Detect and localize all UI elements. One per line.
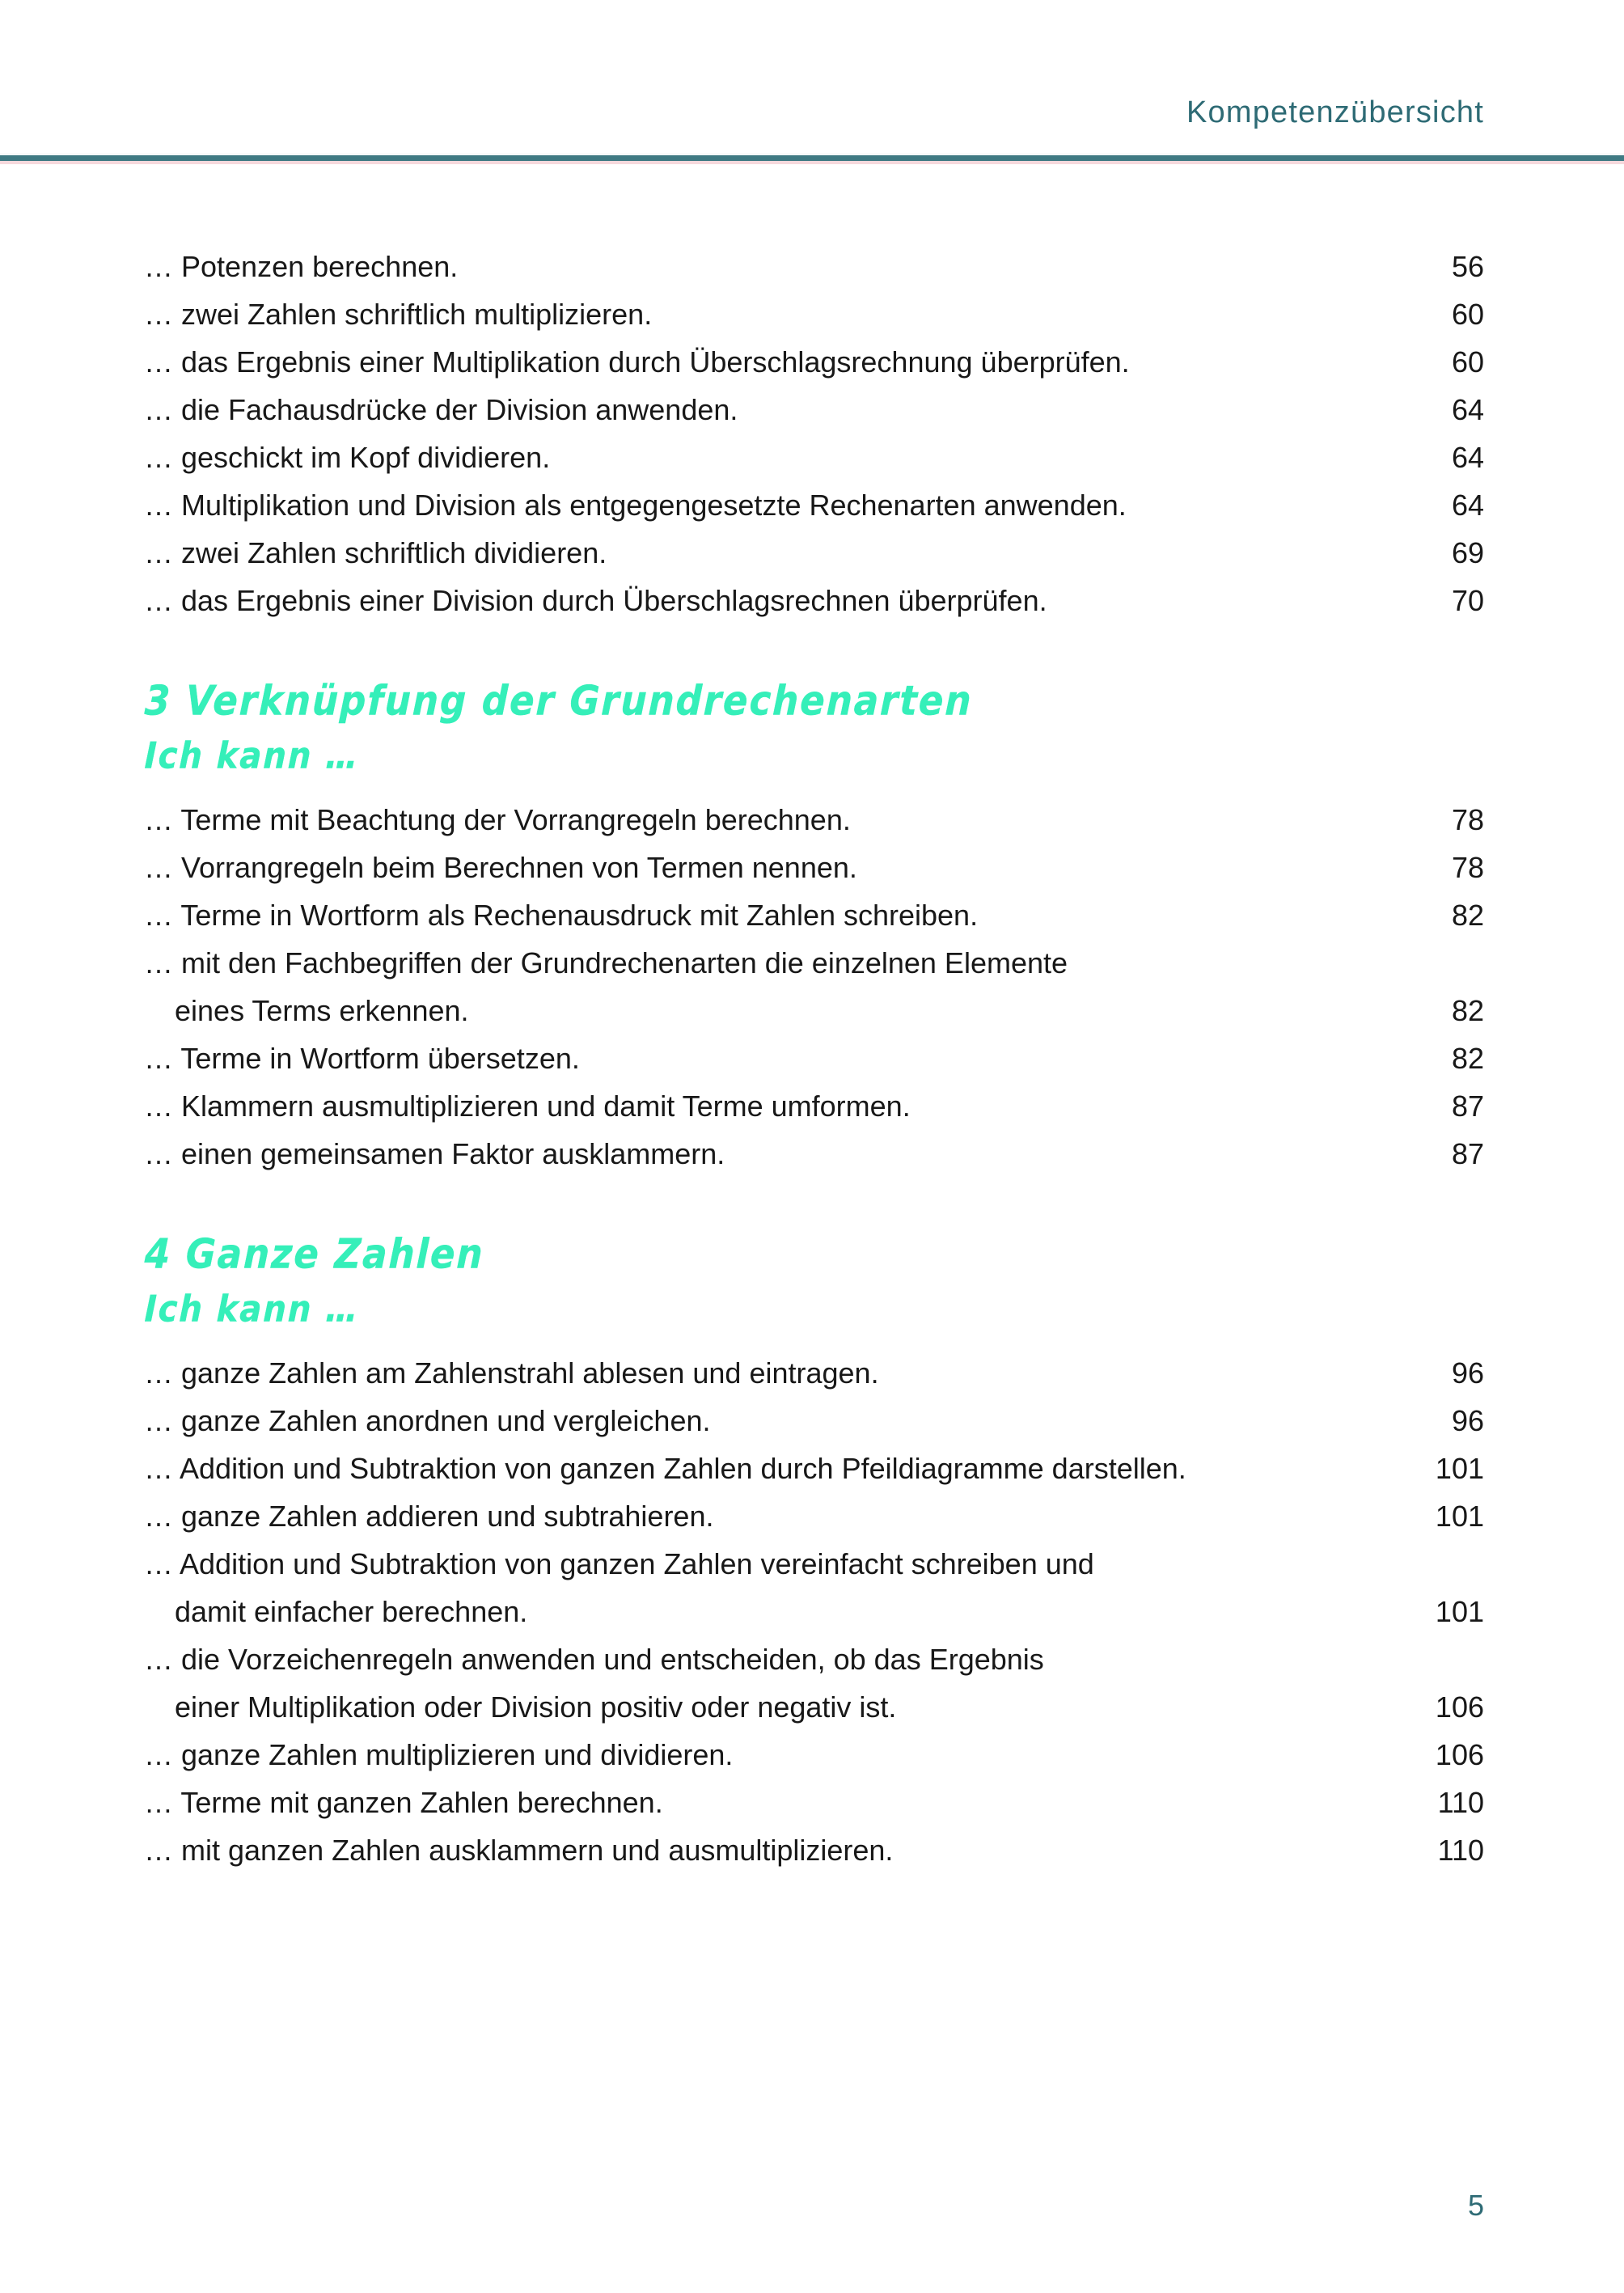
toc-entry-page: 96: [1451, 1404, 1484, 1437]
toc-entry-page: 60: [1451, 345, 1484, 379]
toc-entry[interactable]: [144, 1130, 1484, 1178]
toc-entry-text: … Klammern ausmultiplizieren und damit Terme umformen.: [144, 1089, 911, 1123]
page-number: 5: [1467, 2189, 1484, 2222]
toc-entry-text: … das Ergebnis einer Division durch Überschlagsrechnen überprüfen.: [144, 584, 1047, 617]
competence-list: [144, 1349, 1484, 1874]
toc-entry-page: 78: [1451, 803, 1484, 836]
toc-entry[interactable]: [144, 529, 1484, 577]
toc-entry[interactable]: [144, 1034, 1484, 1082]
section-title: 3 Verknüpfung der Grundrechenarten: [144, 676, 974, 725]
toc-entry[interactable]: [144, 1826, 1484, 1874]
toc-entry[interactable]: [144, 1731, 1484, 1779]
toc-entry[interactable]: [144, 290, 1484, 338]
toc-entry[interactable]: [144, 338, 1484, 386]
toc-entry[interactable]: [144, 481, 1484, 529]
toc-entry-text: … geschickt im Kopf dividieren.: [144, 441, 551, 474]
toc-entry-page: 87: [1451, 1089, 1484, 1123]
toc-entry-text: … ganze Zahlen multiplizieren und dividieren.: [144, 1738, 734, 1771]
toc-entry-text: … die Fachausdrücke der Division anwenden.: [144, 393, 738, 426]
toc-entry-text: … das Ergebnis einer Multiplikation durch Überschlagsrechnung überprüfen.: [144, 345, 1130, 379]
toc-entry-page: 82: [1451, 899, 1484, 932]
toc-entry-text: … Terme in Wortform als Rechenausdruck mit Zahlen schreiben.: [144, 899, 979, 932]
toc-entry[interactable]: [144, 1540, 1484, 1588]
toc-entry[interactable]: [144, 891, 1484, 939]
toc-entry[interactable]: [144, 434, 1484, 481]
toc-entry-text: … die Vorzeichenregeln anwenden und entscheiden, ob das Ergebnis: [144, 1643, 1044, 1676]
toc-entry-text: … ganze Zahlen anordnen und vergleichen.: [144, 1404, 711, 1437]
toc-entry-text: … Vorrangregeln beim Berechnen von Termen nennen.: [144, 851, 857, 884]
toc-entry-text: … mit ganzen Zahlen ausklammern und ausmultiplizieren.: [144, 1834, 894, 1867]
toc-entry[interactable]: [144, 243, 1484, 290]
toc-entry-page: 82: [1451, 994, 1484, 1027]
toc-entry[interactable]: [144, 577, 1484, 624]
toc-entry-page: 101: [1435, 1595, 1484, 1628]
toc-entry-text: … zwei Zahlen schriftlich dividieren.: [144, 536, 607, 569]
toc-entry-page: 87: [1451, 1137, 1484, 1170]
section-subtitle: Ich kann …: [144, 1288, 361, 1331]
toc-entry-text: … einen gemeinsamen Faktor ausklammern.: [144, 1137, 725, 1170]
toc-entry-text: … Terme mit Beachtung der Vorrangregeln berechnen.: [144, 803, 851, 836]
toc-entry-text: … Multiplikation und Division als entgegengesetzte Rechenarten anwenden.: [144, 489, 1127, 522]
toc-entry-page: 106: [1435, 1738, 1484, 1771]
toc-entry-text: … Terme mit ganzen Zahlen berechnen.: [144, 1786, 663, 1819]
toc-entry[interactable]: [144, 1492, 1484, 1540]
toc-entry-text: … Potenzen berechnen.: [144, 250, 459, 283]
toc-entry[interactable]: [144, 1082, 1484, 1130]
toc-entry-text: damit einfacher berechnen.: [175, 1595, 528, 1628]
toc-entry-text: … Addition und Subtraktion von ganzen Zahlen durch Pfeildiagramme darstellen.: [144, 1452, 1186, 1485]
toc-entry[interactable]: [144, 1445, 1484, 1492]
toc-entry-text: … ganze Zahlen addieren und subtrahieren.: [144, 1500, 714, 1533]
toc-entry-page: 56: [1451, 250, 1484, 283]
toc-entry-page: 64: [1451, 441, 1484, 474]
toc-entry-text: … Terme in Wortform übersetzen.: [144, 1042, 580, 1075]
toc-entry[interactable]: [144, 1779, 1484, 1826]
competence-list-intro: [144, 243, 1484, 624]
toc-entry-text: … Addition und Subtraktion von ganzen Zahlen vereinfacht schreiben und: [144, 1547, 1094, 1580]
toc-entry-page: 106: [1435, 1690, 1484, 1724]
toc-entry-page: 78: [1451, 851, 1484, 884]
toc-entry-text: … zwei Zahlen schriftlich multiplizieren.: [144, 298, 653, 331]
toc-entry[interactable]: [144, 939, 1484, 987]
toc-entry[interactable]: [144, 796, 1484, 844]
toc-entry-page: 82: [1451, 1042, 1484, 1075]
toc-entry-text: … ganze Zahlen am Zahlenstrahl ablesen und eintragen.: [144, 1356, 879, 1390]
toc-entry-page: 96: [1451, 1356, 1484, 1390]
toc-entry[interactable]: [144, 1588, 1484, 1635]
toc-entry[interactable]: [144, 1397, 1484, 1445]
header-rule: [0, 155, 1624, 161]
toc-entry-page: 70: [1451, 584, 1484, 617]
competence-sections: [144, 676, 1484, 1874]
toc-entry[interactable]: [144, 844, 1484, 891]
toc-entry-text: … mit den Fachbegriffen der Grundrechenarten die einzelnen Elemente: [144, 946, 1068, 979]
toc-entry[interactable]: [144, 1349, 1484, 1397]
toc-entry[interactable]: [144, 987, 1484, 1034]
toc-entry-page: 101: [1435, 1500, 1484, 1533]
competence-section: [144, 1229, 1484, 1874]
toc-entry[interactable]: [144, 386, 1484, 434]
competence-list: [144, 796, 1484, 1178]
toc-entry[interactable]: [144, 1683, 1484, 1731]
running-head: Kompetenzübersicht: [1186, 95, 1484, 129]
toc-entry-page: 110: [1437, 1834, 1484, 1867]
competence-overview-content: [144, 243, 1484, 1874]
toc-entry-page: 64: [1451, 489, 1484, 522]
toc-entry-page: 60: [1451, 298, 1484, 331]
toc-entry-page: 110: [1437, 1786, 1484, 1819]
section-subtitle: Ich kann …: [144, 735, 361, 777]
section-title: 4 Ganze Zahlen: [144, 1229, 485, 1278]
competence-section: [144, 676, 1484, 1178]
toc-entry-text: einer Multiplikation oder Division positiv oder negativ ist.: [175, 1690, 897, 1724]
toc-entry-page: 69: [1451, 536, 1484, 569]
toc-entry-page: 101: [1435, 1452, 1484, 1485]
toc-entry-text: eines Terms erkennen.: [175, 994, 469, 1027]
toc-entry-page: 64: [1451, 393, 1484, 426]
toc-entry[interactable]: [144, 1635, 1484, 1683]
